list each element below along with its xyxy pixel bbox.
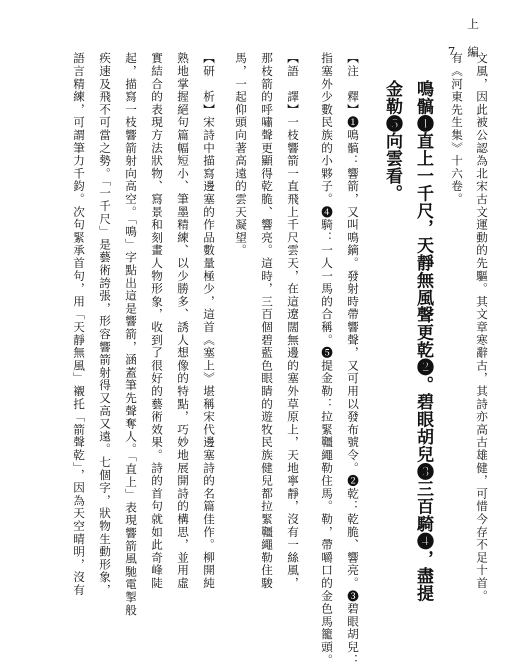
translation-column-2: 那枝箭的呼嘯聲更顯得乾脆、響亮。這時，三百個碧藍色眼睛的遊牧民族健兒都拉緊韁繩勒住駿 [260, 52, 274, 590]
translation-column-3: 馬，一起仰頭向著高遠的雲天凝望。 [234, 52, 248, 257]
section-title: 上 編 [466, 18, 480, 59]
page-number: 7 [444, 43, 459, 59]
analysis-column-1: 【研 析】宋詩中描寫邊塞的作品數量極少，這首《塞上》堪稱宋代邊塞詩的名篇佳作。柳開純 [202, 52, 216, 590]
notes-column-2: 指塞外少數民族的小夥子。❹騎：一人一馬的合稱。❺提金勒：拉緊韁繩勒住馬。勒，帶嚼口的金色馬籠頭。 [320, 52, 334, 666]
translation-column-1: 【語 譯】一枝響箭一直飛上千尺雲天，在這遼闊無邊的塞外草原上，天地寧靜，沒有一絲風， [286, 52, 300, 590]
analysis-column-5: 疾速及飛不可當之勢。「一千尺」是藝術誇張，形容響箭射得又高又遠。七個字，狀物生動形象， [98, 52, 112, 597]
analysis-column-3: 實結合的表現方法狀物、寫景和刻畫人物形象，收到了很好的藝術效果。詩的首句就如此奇峰陡 [150, 52, 164, 590]
analysis-column-4: 起，描寫一枝響箭射向高空。「鳴」字點出這是響箭，涵蓋筆先聲奪人。「直上」表現響箭風馳電掣般 [124, 52, 138, 617]
text-column-2: 有《河東先生集》十六卷。 [450, 52, 464, 206]
analysis-column-2: 熟地掌握絕句篇幅短小、筆墨精練、以少勝多、誘人想像的特點，巧妙地展開詩的構思，並用虛 [176, 52, 190, 590]
poem-line-2: 金勒❺向雲看。 [382, 80, 402, 202]
notes-column-1: 【注 釋】❶鳴髇：響箭，又叫鳴鏑。發射時帶響聲，又可用以發布號令。❷乾：乾脆、響亮。❸碧眼胡兒： [346, 52, 360, 666]
analysis-column-6: 語言精練，可謂筆力千鈞。次句緊承首句，用「天靜無風」襯托「箭聲乾」，因為天空晴明，沒有 [72, 52, 86, 597]
text-column-1: 文風，因此被公認為北宋古文運動的先驅。其文章寒辭古，其詩亦高古雄健，可惜今存不足十首。 [475, 52, 489, 603]
poem-line-1: 鳴髇❶直上一千尺，天靜無風聲更乾❷。碧眼胡兒❸三百騎❹，盡提 [413, 80, 433, 602]
